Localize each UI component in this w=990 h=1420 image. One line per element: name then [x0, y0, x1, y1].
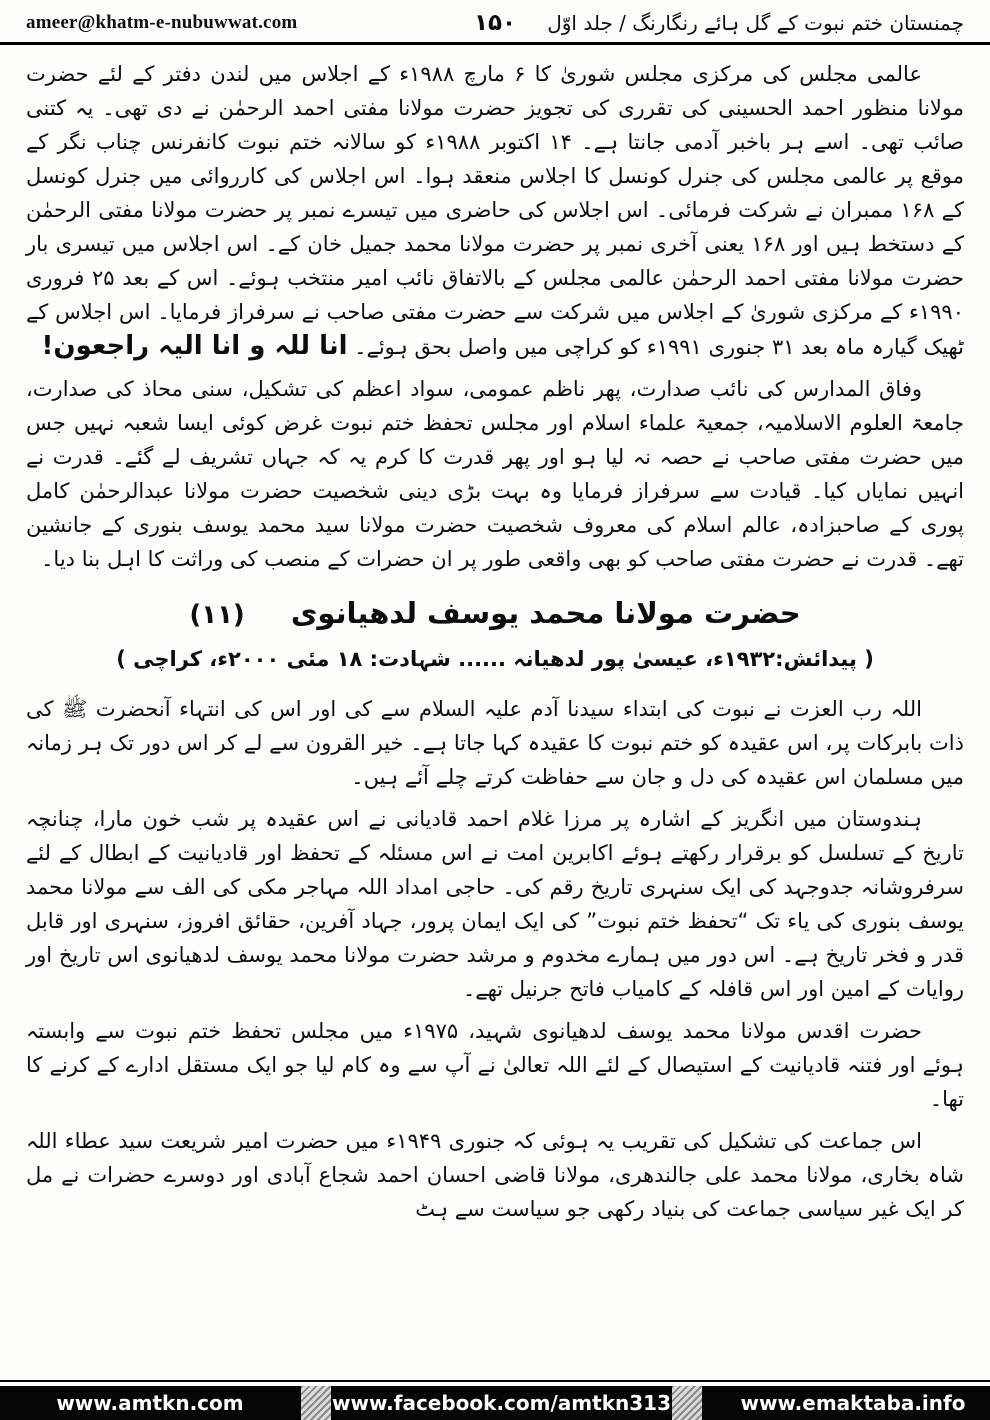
page-footer	[0, 1380, 990, 1420]
section-title: حضرت مولانا محمد یوسف لدھیانوی	[290, 596, 801, 630]
paragraph-4: ہندوستان میں انگریز کے اشارہ پر مرزا غلام احمد قادیانی نے اس عقیدہ پر شب خون مارا، چنانچہ تاریخ کے تسلسل کو برقرار رکھتے ہوئے اکابرین امت نے اس مسئلہ کے تحفظ اور قادیانیت کے ابطال کے لئے سرفروشانہ جدوجہد کی ایک سنہری تاریخ رقم کی۔ حاجی امداد اللہ مہاجر مکی کی الف سے مولانا محمد یوسف بنوری کی یاء تک “تحفظ ختم نبوت” کی ایک ایمان پرور، جہاد آفرین، حقائق افروز، سنہری اور قابل قدر و فخر تاریخ ہے۔ اس دور میں ہمارے مخدوم و مرشد حضرت مولانا محمد یوسف لدھیانوی اس تاریخ اور روایات کے امین اور اس قافلہ کے کامیاب فاتح جرنیل تھے۔	[26, 807, 964, 1001]
paragraph-5: حضرت اقدس مولانا محمد یوسف لدھیانوی شہید، ۱۹۷۵ء میں مجلس تحفظ ختم نبوت سے وابستہ ہوئے اور فتنہ قادیانیت کے استیصال کے لئے اللہ تعالیٰ نے آپ سے وہ کام لیا جو ایک مستقل ادارے کے کرنے کا تھا۔	[26, 1019, 964, 1111]
book-title: چمنستان ختم نبوت کے گل ہائے رنگارنگ / جلد اوّل	[547, 11, 964, 35]
page-body	[0, 45, 990, 1380]
footer-url-emaktaba: www.emaktaba.info	[703, 1386, 990, 1420]
paragraph-2: وفاق المدارس کی نائب صدارت، پھر ناظم عمومی، سواد اعظم کی تشکیل، سنی محاذ کی صدارت، جامعۃ العلوم الاسلامیہ، جمعیۃ علماء اسلام اور مجلس تحفظ ختم نبوت غرض کوئی ایسا شعبہ نہیں جس میں حضرت مفتی صاحب نے حصہ نہ لیا ہو اور پھر قدرت کا کرم یہ کہ جہاں تشریف لے گئے۔ قدرت نے انہیں نمایاں کیا۔ قیادت سے سرفراز فرمایا وہ بہت بڑی دینی شخصیت حضرت مولانا عبدالرحمٰن کامل پوری کے صاحبزادہ، عالم اسلام کی معروف شخصیت حضرت مولانا سید محمد یوسف بنوری کے جانشین تھے۔ قدرت نے حضرت مفتی صاحب کو بھی واقعی طور پر ان حضرات کے منصب کی وراثت کا اہل بنا دیا۔	[26, 377, 964, 571]
paragraph-1	[26, 57, 964, 364]
footer-url-facebook: www.facebook.com/amtkn313	[332, 1386, 671, 1420]
paragraph-6: اس جماعت کی تشکیل کی تقریب یہ ہوئی کہ جنوری ۱۹۴۹ء میں حضرت امیر شریعت سید عطاء اللہ شاہ بخاری، مولانا محمد علی جالندھری، مولانا قاضی احسان احمد شجاع آبادی اور دوسرے حضرات نے مل کر ایک غیر سیاسی جماعت کی بنیاد رکھی جو سیاست سے ہٹ	[26, 1129, 964, 1221]
footer-url-amtkn: www.amtkn.com	[0, 1386, 300, 1420]
section-heading	[26, 596, 964, 632]
footer-bar	[0, 1386, 990, 1420]
section-subheading: ( پیدائش:۱۹۳۲ء، عیسیٰ پور لدھیانہ ...... شہادت: ۱۸ مئی ۲۰۰۰ء، کراچی )	[116, 647, 874, 671]
page-header	[0, 0, 990, 45]
header-email: ameer@khatm-e-nubuwwat.com	[26, 12, 298, 33]
section-number: (۱۱)	[189, 600, 245, 630]
footer-separator	[300, 1386, 332, 1420]
paragraph-1-text: عالمی مجلس کی مرکزی مجلس شوریٰ کا ۶ مارچ ۱۹۸۸ء کے اجلاس میں لندن دفتر کے لئے حضرت مولانا منظور احمد الحسینی کی تقرری کی تجویز حضرت مولانا مفتی احمد الرحمٰن نے دی تھی۔ یہ کتنی صائب تھی۔ اسے ہر باخبر آدمی جانتا ہے۔ ۱۴ اکتوبر ۱۹۸۸ء کو سالانہ ختم نبوت کانفرنس چناب نگر کے موقع پر عالمی مجلس کی جنرل کونسل کا اجلاس منعقد ہوا۔ اس اجلاس کی کارروائی میں جنرل کونسل کے ۱۶۸ ممبران نے شرکت فرمائی۔ اس اجلاس کی حاضری میں تیسرے نمبر پر حضرت مولانا مفتی الرحمٰن کے دستخط ہیں اور ۱۶۸ یعنی آخری نمبر پر حضرت مولانا محمد جمیل خان کے۔ اس اجلاس میں تیسری بار حضرت مولانا مفتی احمد الرحمٰن عالمی مجلس کے بالاتفاق نائب امیر منتخب ہوئے۔ اس کے بعد ۲۵ فروری ۱۹۹۰ء کے مرکزی شوریٰ کے اجلاس میں شرکت سے حضرت مفتی صاحب نے سرفراز فرمایا۔ اس اجلاس کے ٹھیک گیارہ ماہ بعد ۳۱ جنوری ۱۹۹۱ء کو کراچی میں واصل بحق ہوئے۔	[26, 62, 964, 359]
paragraph-3: اللہ رب العزت نے نبوت کی ابتداء سیدنا آدم علیہ السلام سے کی اور اس کی انتہاء آنحضرت ﷺ کی ذات بابرکات پر، اس عقیدہ کو ختم نبوت کا عقیدہ کہا جاتا ہے۔ خیر القرون سے لے کر اس دور تک ہر زمانہ میں مسلمان اس عقیدہ کی دل و جان سے حفاظت کرتے چلے آئے ہیں۔	[26, 697, 964, 789]
footer-separator	[671, 1386, 703, 1420]
inna-lillah-phrase: انا للہ و انا الیہ راجعون!	[41, 331, 348, 361]
page-number: ۱۵۰	[473, 10, 517, 36]
